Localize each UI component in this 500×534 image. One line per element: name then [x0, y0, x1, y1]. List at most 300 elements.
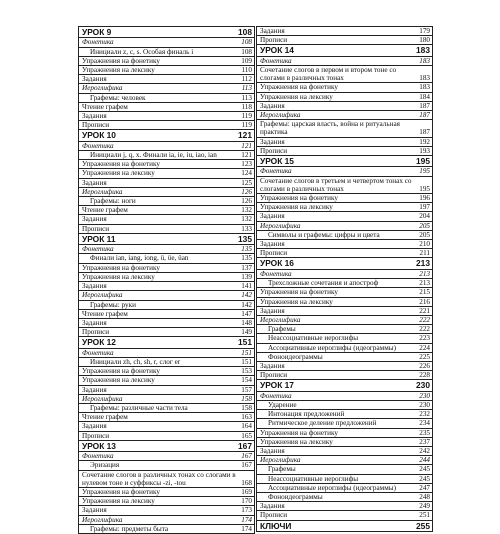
- toc-entry: [257, 353, 432, 362]
- toc-page-number: 215: [419, 288, 430, 297]
- toc-page-number: 230: [416, 380, 430, 391]
- toc-entry: [79, 169, 254, 178]
- toc-entry: [79, 358, 254, 367]
- toc-entry-label: Фонетика: [82, 348, 114, 357]
- toc-entry-label: Фонетика: [260, 269, 292, 278]
- toc-page-number: 187: [419, 111, 430, 120]
- toc-section-heading: [257, 167, 432, 176]
- toc-entry: [257, 401, 432, 410]
- toc-page-number: 113: [241, 84, 252, 93]
- toc-entry-label: Сочетание слогов в первом и втором тоне со слогами в различных тонах: [260, 66, 397, 83]
- toc-entry-label: Задания: [82, 506, 107, 515]
- toc-entry-label: Упражнения на лексику: [260, 203, 333, 212]
- toc-entry-label: Чтение графем: [82, 206, 128, 215]
- toc-page-number: 195: [416, 156, 430, 167]
- toc-entry: [257, 465, 432, 474]
- toc-entry: [79, 525, 254, 534]
- toc-page-number: 187: [419, 128, 430, 137]
- toc-entry: [257, 419, 432, 428]
- toc-entry: [79, 48, 254, 57]
- toc-entry-label: Фонетика: [260, 56, 292, 65]
- toc-entry-label: Графемы: ноги: [90, 197, 136, 206]
- toc-entry-label: Упражнения на фонетику: [260, 428, 338, 437]
- toc-page-number: 205: [419, 230, 430, 239]
- toc-entry-label: Задания: [82, 112, 107, 121]
- toc-entry-label: Неассоциативные иероглифы: [268, 334, 359, 343]
- toc-page-number: 244: [419, 456, 430, 465]
- toc-entry-label: Иероглифика: [82, 394, 123, 403]
- toc-entry-label: Упражнения на лексику: [82, 66, 155, 75]
- toc-entry: [79, 94, 254, 103]
- toc-page-number: 174: [241, 515, 252, 524]
- toc-page-number: 204: [419, 212, 430, 221]
- toc-entry: [79, 404, 254, 413]
- toc-page-number: 223: [419, 334, 430, 343]
- toc-page-number: 193: [419, 146, 430, 155]
- toc-entry-label: Графемы: руки: [90, 300, 136, 309]
- toc-entry-label: Иероглифика: [82, 291, 123, 300]
- toc-page-number: 135: [238, 233, 252, 244]
- toc-entry: [79, 461, 254, 470]
- toc-page-number: 126: [241, 197, 252, 206]
- toc-entry-label: УРОК 17: [260, 380, 294, 391]
- toc-entry-label: Иероглифика: [260, 315, 301, 324]
- toc-page-number: 230: [419, 391, 430, 400]
- toc-page-number: 210: [419, 240, 430, 249]
- toc-entry-label: Финали ian, iang, iong, ü, üe, üan: [90, 254, 189, 263]
- toc-entry-label: Упражнения на лексику: [82, 376, 155, 385]
- toc-section-heading: [79, 452, 254, 461]
- toc-entry: [79, 264, 254, 273]
- toc-entry: [79, 497, 254, 506]
- toc-entry: [79, 413, 254, 422]
- toc-entry-label: Графемы: царская власть, война и ритуальная практика: [260, 120, 400, 137]
- toc-entry: [79, 319, 254, 328]
- toc-entry: [79, 506, 254, 515]
- toc-left-column: [78, 26, 255, 534]
- toc-page-number: 174: [241, 524, 252, 533]
- toc-entry-label: Ударение: [268, 400, 297, 409]
- toc-page-number: 242: [419, 446, 430, 455]
- toc-entry-label: Графемы: [268, 325, 296, 334]
- toc-section-heading: [79, 38, 254, 47]
- toc-page-number: 149: [241, 328, 252, 337]
- toc-entry-label: Фонетика: [260, 391, 292, 400]
- toc-page-number: 213: [419, 269, 430, 278]
- toc-entry: [257, 288, 432, 297]
- toc-page-number: 164: [241, 422, 252, 431]
- toc-entry-label: Задания: [260, 502, 285, 511]
- toc-section-heading: [79, 245, 254, 254]
- toc-entry-label: Прописи: [260, 511, 288, 520]
- toc-page-number: 222: [419, 325, 430, 334]
- toc-entry-label: Упражнения на фонетику: [82, 160, 160, 169]
- toc-page-number: 192: [419, 137, 430, 146]
- toc-page-number: 132: [241, 215, 252, 224]
- toc-page-number: 169: [241, 487, 252, 496]
- toc-entry-label: Задания: [260, 361, 285, 370]
- toc-page-number: 121: [241, 141, 252, 150]
- toc-page-number: 183: [419, 56, 430, 65]
- toc-entry: [79, 225, 254, 234]
- toc-entry: [79, 310, 254, 319]
- toc-page-number: 167: [238, 440, 252, 451]
- toc-entry-label: Задания: [82, 215, 107, 224]
- toc-page-number: 139: [241, 272, 252, 281]
- toc-lesson-heading: [79, 26, 254, 38]
- toc-page-number: 112: [241, 75, 252, 84]
- toc-page-number: 135: [241, 254, 252, 263]
- toc-entry-label: Задания: [82, 178, 107, 187]
- toc-page-number: 142: [241, 300, 252, 309]
- toc-entry: [257, 102, 432, 111]
- toc-entry: [79, 432, 254, 441]
- toc-entry: [79, 422, 254, 431]
- toc-entry-label: Задания: [260, 212, 285, 221]
- toc-entry-label: УРОК 9: [82, 27, 112, 37]
- toc-entry: [79, 75, 254, 84]
- toc-page-number: 179: [419, 27, 430, 35]
- toc-page-number: 196: [419, 194, 430, 203]
- toc-page-number: 183: [419, 83, 430, 92]
- toc-page-number: 245: [419, 474, 430, 483]
- toc-lesson-heading: [79, 234, 254, 245]
- toc-entry-label: Сочетание слогов в различных тонах со слогами в нулевом тоне и суффиксы -zi, -tou: [82, 470, 236, 487]
- toc-section-heading: [79, 516, 254, 525]
- toc-section-heading: [257, 57, 432, 66]
- toc-entry-label: УРОК 12: [82, 337, 116, 348]
- toc-entry: [79, 282, 254, 291]
- toc-entry-label: Эризация: [90, 461, 120, 470]
- toc-entry: [257, 484, 432, 493]
- toc-section-heading: [79, 349, 254, 358]
- toc-entry-label: Задания: [260, 306, 285, 315]
- toc-entry: [79, 103, 254, 112]
- toc-entry-label: Задания: [82, 318, 107, 327]
- toc-page-number: 167: [241, 452, 252, 461]
- toc-section-heading: [257, 270, 432, 279]
- toc-entry-label: Графемы: [268, 465, 296, 474]
- toc-page-number: 151: [241, 357, 252, 366]
- toc-lesson-heading: [257, 380, 432, 391]
- toc-entry: [257, 203, 432, 212]
- toc-page-number: 205: [419, 221, 430, 230]
- toc-entry: [257, 362, 432, 371]
- toc-entry-label: Задания: [260, 101, 285, 110]
- toc-page-number: 247: [419, 483, 430, 492]
- toc-entry-label: Упражнения на фонетику: [260, 288, 338, 297]
- toc-page-number: 113: [241, 93, 252, 102]
- toc-page-number: 226: [419, 361, 430, 370]
- toc-entry-label: Упражнения на лексику: [260, 297, 333, 306]
- toc-entry-label: Прописи: [82, 431, 110, 440]
- toc-page-number: 121: [238, 130, 252, 141]
- toc-entry-label: Символы и графемы: цифры и цвета: [268, 230, 380, 239]
- toc-entry-label: Прописи: [260, 249, 288, 258]
- toc-entry: [79, 471, 254, 488]
- toc-entry-label: УРОК 11: [82, 233, 116, 244]
- toc-page-number: 148: [241, 318, 252, 327]
- toc-entry-label: Упражнения на фонетику: [260, 83, 338, 92]
- toc-entry-label: Прописи: [260, 36, 288, 45]
- toc-entry: [79, 57, 254, 66]
- toc-entry: [79, 121, 254, 130]
- toc-entry: [257, 307, 432, 316]
- toc-page-number: 187: [419, 101, 430, 110]
- toc-entry: [257, 410, 432, 419]
- toc-entry: [257, 120, 432, 137]
- toc-page-number: 221: [419, 306, 430, 315]
- toc-entry-label: Графемы: различные части тела: [90, 403, 188, 412]
- toc-entry: [79, 112, 254, 121]
- toc-entry-label: Задания: [82, 385, 107, 394]
- toc-entry: [79, 488, 254, 497]
- toc-lesson-heading: [79, 130, 254, 141]
- toc-entry-label: Иероглифика: [82, 187, 123, 196]
- toc-entry-label: Интонация предложений: [268, 410, 345, 419]
- toc-entry-label: Чтение графем: [82, 102, 128, 111]
- toc-page-number: 124: [241, 169, 252, 178]
- toc-entry-label: Прописи: [82, 121, 110, 130]
- toc-lesson-heading: [257, 45, 432, 56]
- toc-entry: [79, 328, 254, 337]
- toc-page-number: 211: [419, 249, 430, 258]
- toc-section-heading: [79, 291, 254, 300]
- toc-page-number: 197: [419, 203, 430, 212]
- toc-page-number: 151: [241, 348, 252, 357]
- toc-entry-label: Упражнения на фонетику: [82, 56, 160, 65]
- toc-page-number: 151: [238, 337, 252, 348]
- toc-page-number: 180: [419, 36, 430, 45]
- toc-page-number: 235: [419, 428, 430, 437]
- toc-page-number: 237: [419, 437, 430, 446]
- toc-page-number: 119: [241, 112, 252, 121]
- toc-section-heading: [79, 84, 254, 93]
- toc-page-number: 245: [419, 465, 430, 474]
- toc-entry-label: Иероглифика: [82, 84, 123, 93]
- toc-entry: [257, 240, 432, 249]
- toc-entry-label: Иероглифика: [260, 456, 301, 465]
- toc-entry-label: УРОК 15: [260, 156, 294, 167]
- toc-entry-label: Иероглифика: [260, 111, 301, 120]
- toc-entry: [257, 138, 432, 147]
- toc-entry-label: Упражнения на фонетику: [82, 263, 160, 272]
- toc-entry: [257, 177, 432, 194]
- toc-entry-label: Фоноидеограммы: [268, 352, 323, 361]
- toc-entry-label: Задания: [260, 240, 285, 249]
- toc-page-number: 108: [238, 27, 252, 37]
- toc-entry-label: Ритмическое деление предложений: [268, 419, 377, 428]
- toc-page-number: 135: [241, 245, 252, 254]
- toc-page-number: 154: [241, 376, 252, 385]
- toc-entry-label: Инициали zh, ch, sh, r, слог er: [90, 357, 181, 366]
- toc-entry-label: Ассоциативные иероглифы (идеограммы): [268, 483, 396, 492]
- toc-page-number: 183: [416, 45, 430, 56]
- toc-page-number: 118: [241, 102, 252, 111]
- toc-entry: [257, 475, 432, 484]
- toc-entry: [257, 93, 432, 102]
- toc-page-number: 173: [241, 506, 252, 515]
- toc-lesson-heading: [257, 156, 432, 167]
- toc-entry-label: Прописи: [82, 328, 110, 337]
- toc-entry-label: Фонетика: [82, 245, 114, 254]
- toc-entry-label: Сочетание слогов в третьем и четвертом тонах со слогами в различных тонах: [260, 176, 412, 193]
- toc-entry: [257, 438, 432, 447]
- toc-entry: [257, 194, 432, 203]
- toc-page-number: 165: [241, 431, 252, 440]
- toc-page-number: 248: [419, 492, 430, 501]
- toc-page-number: 234: [419, 419, 430, 428]
- toc-entry-label: Упражнения на лексику: [82, 169, 155, 178]
- toc-page-number: 255: [416, 520, 430, 531]
- toc-entry-label: Задания: [82, 75, 107, 84]
- toc-lesson-heading: [257, 521, 432, 532]
- toc-page-number: 158: [241, 403, 252, 412]
- toc-entry: [257, 502, 432, 511]
- toc-page-number: 251: [419, 511, 430, 520]
- toc-page-number: 119: [241, 121, 252, 130]
- toc-entry: [257, 493, 432, 502]
- toc-page-number: 142: [241, 291, 252, 300]
- toc-entry-label: Задания: [260, 137, 285, 146]
- toc-entry-label: Упражнения на лексику: [82, 497, 155, 506]
- toc-entry-label: Графемы: человек: [90, 93, 146, 102]
- toc-entry: [257, 325, 432, 334]
- toc-entry: [79, 273, 254, 282]
- toc-page-number: 222: [419, 315, 430, 324]
- toc-entry: [257, 83, 432, 92]
- toc-entry: [257, 429, 432, 438]
- toc-entry: [257, 279, 432, 288]
- toc-page-number: 108: [241, 47, 252, 56]
- toc-entry: [79, 197, 254, 206]
- toc-entry-label: Неассоциативные иероглифы: [268, 474, 359, 483]
- toc-page-number: 195: [419, 184, 430, 193]
- toc-entry: [79, 151, 254, 160]
- toc-entry-label: Трехсложные сочетания и апостроф: [268, 279, 379, 288]
- toc-entry-label: Инициали j, q, x. Финали ia, ie, iu, iao, ian: [90, 151, 217, 160]
- toc-page-number: 141: [241, 282, 252, 291]
- toc-entry-label: Прописи: [260, 146, 288, 155]
- toc-entry-label: УРОК 10: [82, 130, 116, 141]
- toc-page-number: 147: [241, 309, 252, 318]
- toc-entry: [257, 371, 432, 380]
- toc-page-number: 168: [241, 478, 252, 487]
- toc-page-number: 232: [419, 410, 430, 419]
- toc-page-number: 110: [241, 66, 252, 75]
- toc-entry: [257, 212, 432, 221]
- toc-entry-label: Ассоциативные иероглифы (идеограммы): [268, 343, 396, 352]
- toc-entry: [257, 447, 432, 456]
- toc-page-number: 153: [241, 367, 252, 376]
- toc-entry-label: Задания: [82, 282, 107, 291]
- toc-page-number: 126: [241, 187, 252, 196]
- toc-entry: [79, 206, 254, 215]
- toc-section-heading: [257, 392, 432, 401]
- toc-entry: [257, 231, 432, 240]
- toc-entry: [79, 301, 254, 310]
- toc-entry-label: УРОК 16: [260, 258, 294, 269]
- toc-page-number: 213: [419, 279, 430, 288]
- toc-entry-label: Фонетика: [82, 452, 114, 461]
- toc-page-number: 225: [419, 352, 430, 361]
- toc-entry-label: Фонетика: [260, 167, 292, 176]
- toc-entry-label: Упражнения на лексику: [82, 272, 155, 281]
- toc-page-number: 133: [241, 224, 252, 233]
- toc-page-number: 121: [241, 151, 252, 160]
- toc-entry: [257, 26, 432, 36]
- toc-entry-label: Упражнения на лексику: [260, 437, 333, 446]
- toc-page-number: 170: [241, 497, 252, 506]
- toc-entry-label: Задания: [82, 422, 107, 431]
- toc-page-number: 158: [241, 394, 252, 403]
- toc-section-heading: [79, 395, 254, 404]
- toc-page-number: 108: [241, 38, 252, 47]
- toc-right-column: [256, 26, 433, 532]
- toc-section-heading: [79, 142, 254, 151]
- toc-entry: [257, 36, 432, 45]
- toc-entry: [257, 511, 432, 520]
- toc-page-number: 167: [241, 461, 252, 470]
- toc-page-number: 195: [419, 167, 430, 176]
- toc-entry-label: Упражнения на фонетику: [82, 367, 160, 376]
- toc-entry: [79, 215, 254, 224]
- toc-entry: [257, 344, 432, 353]
- toc-entry-label: Графемы: предметы быта: [90, 524, 169, 533]
- toc-entry-label: Инициали z, c, s. Особая финаль i: [90, 47, 194, 56]
- toc-entry-label: КЛЮЧИ: [260, 520, 292, 531]
- toc-entry: [79, 386, 254, 395]
- toc-lesson-heading: [79, 441, 254, 452]
- toc-entry-label: Фонетика: [82, 38, 114, 47]
- toc-entry: [257, 147, 432, 156]
- toc-lesson-heading: [257, 258, 432, 269]
- toc-section-heading: [257, 456, 432, 465]
- toc-entry: [257, 249, 432, 258]
- toc-entry-label: Фонетика: [82, 141, 114, 150]
- toc-page-number: 125: [241, 178, 252, 187]
- toc-entry: [79, 160, 254, 169]
- toc-entry: [79, 179, 254, 188]
- toc-entry-label: Задания: [260, 27, 285, 35]
- toc-page-number: 184: [419, 92, 430, 101]
- toc-entry-label: УРОК 13: [82, 440, 116, 451]
- toc-entry-label: УРОК 14: [260, 45, 294, 56]
- toc-entry-label: Фоноидеограммы: [268, 492, 323, 501]
- toc-entry: [79, 367, 254, 376]
- toc-page-number: 109: [241, 56, 252, 65]
- toc-lesson-heading: [79, 337, 254, 348]
- toc-entry-label: Задания: [260, 446, 285, 455]
- toc-section-heading: [79, 188, 254, 197]
- toc-page-number: 249: [419, 502, 430, 511]
- toc-entry-label: Иероглифика: [260, 221, 301, 230]
- toc-section-heading: [257, 222, 432, 231]
- toc-page-number: 228: [419, 371, 430, 380]
- toc-page-number: 137: [241, 263, 252, 272]
- toc-page-number: 224: [419, 343, 430, 352]
- toc-entry: [257, 298, 432, 307]
- toc-entry-label: Чтение графем: [82, 413, 128, 422]
- toc-entry-label: Иероглифика: [82, 515, 123, 524]
- toc-page-number: 123: [241, 160, 252, 169]
- toc-entry-label: Упражнения на фонетику: [260, 194, 338, 203]
- toc-entry: [79, 376, 254, 385]
- toc-page-number: 216: [419, 297, 430, 306]
- toc-section-heading: [257, 111, 432, 120]
- toc-page-number: 213: [416, 258, 430, 269]
- toc-entry: [79, 254, 254, 263]
